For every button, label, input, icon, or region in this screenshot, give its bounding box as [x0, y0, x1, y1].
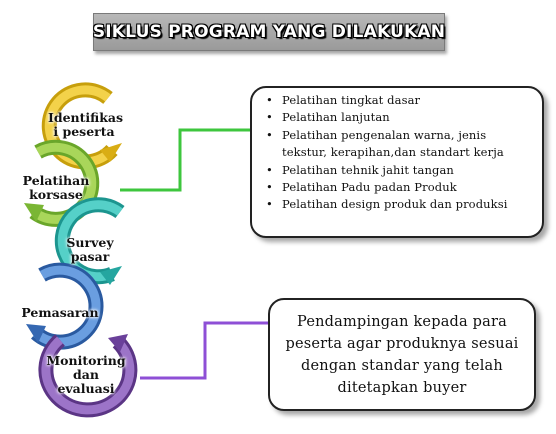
stage-label-pemasaran	[18, 306, 102, 320]
mentoring-box	[268, 298, 536, 411]
stage-label-line: Identifikas	[48, 110, 124, 125]
stage-label-identifikasi	[48, 110, 124, 139]
training-list	[262, 92, 534, 214]
training-item: • Pelatihan Padu padan Produk	[282, 179, 534, 196]
training-list-box	[250, 86, 544, 238]
training-item: • Pelatihan tehnik jahit tangan	[282, 162, 534, 179]
stage-label-line: pasar	[70, 249, 110, 264]
stage-label-line: Survey	[66, 235, 114, 250]
stage-label-line: Pelatihan	[22, 173, 90, 188]
stage-label-line: Monitoring	[46, 353, 126, 368]
stage-label-line: i peserta	[53, 124, 115, 139]
stage-label-line: dan	[73, 367, 99, 382]
training-item: • Pelatihan tingkat dasar	[282, 92, 534, 109]
mentoring-connector	[140, 323, 268, 378]
training-item: • Pelatihan lanjutan	[282, 109, 534, 126]
stage-label-line: Pemasaran	[21, 305, 99, 320]
stage-label-monitoring	[44, 354, 128, 396]
training-item: • Pelatihan pengenalan warna, jenis tekstur, kerapihan,dan standart kerja	[282, 127, 534, 162]
stage-label-pelatihan-korsase	[20, 174, 92, 202]
training-item: • Pelatihan design produk dan produksi	[282, 196, 534, 213]
stage-label-line: evaluasi	[57, 381, 115, 396]
training-connector	[120, 130, 250, 190]
stage-label-survey-pasar	[54, 236, 126, 264]
diagram-title: SIKLUS PROGRAM YANG DILAKUKAN	[92, 22, 446, 42]
stage-label-line: korsase	[29, 187, 83, 202]
mentoring-text: Pendampingan kepada para peserta agar produknya sesuai dengan standar yang telah ditetapkan buyer	[285, 313, 519, 396]
